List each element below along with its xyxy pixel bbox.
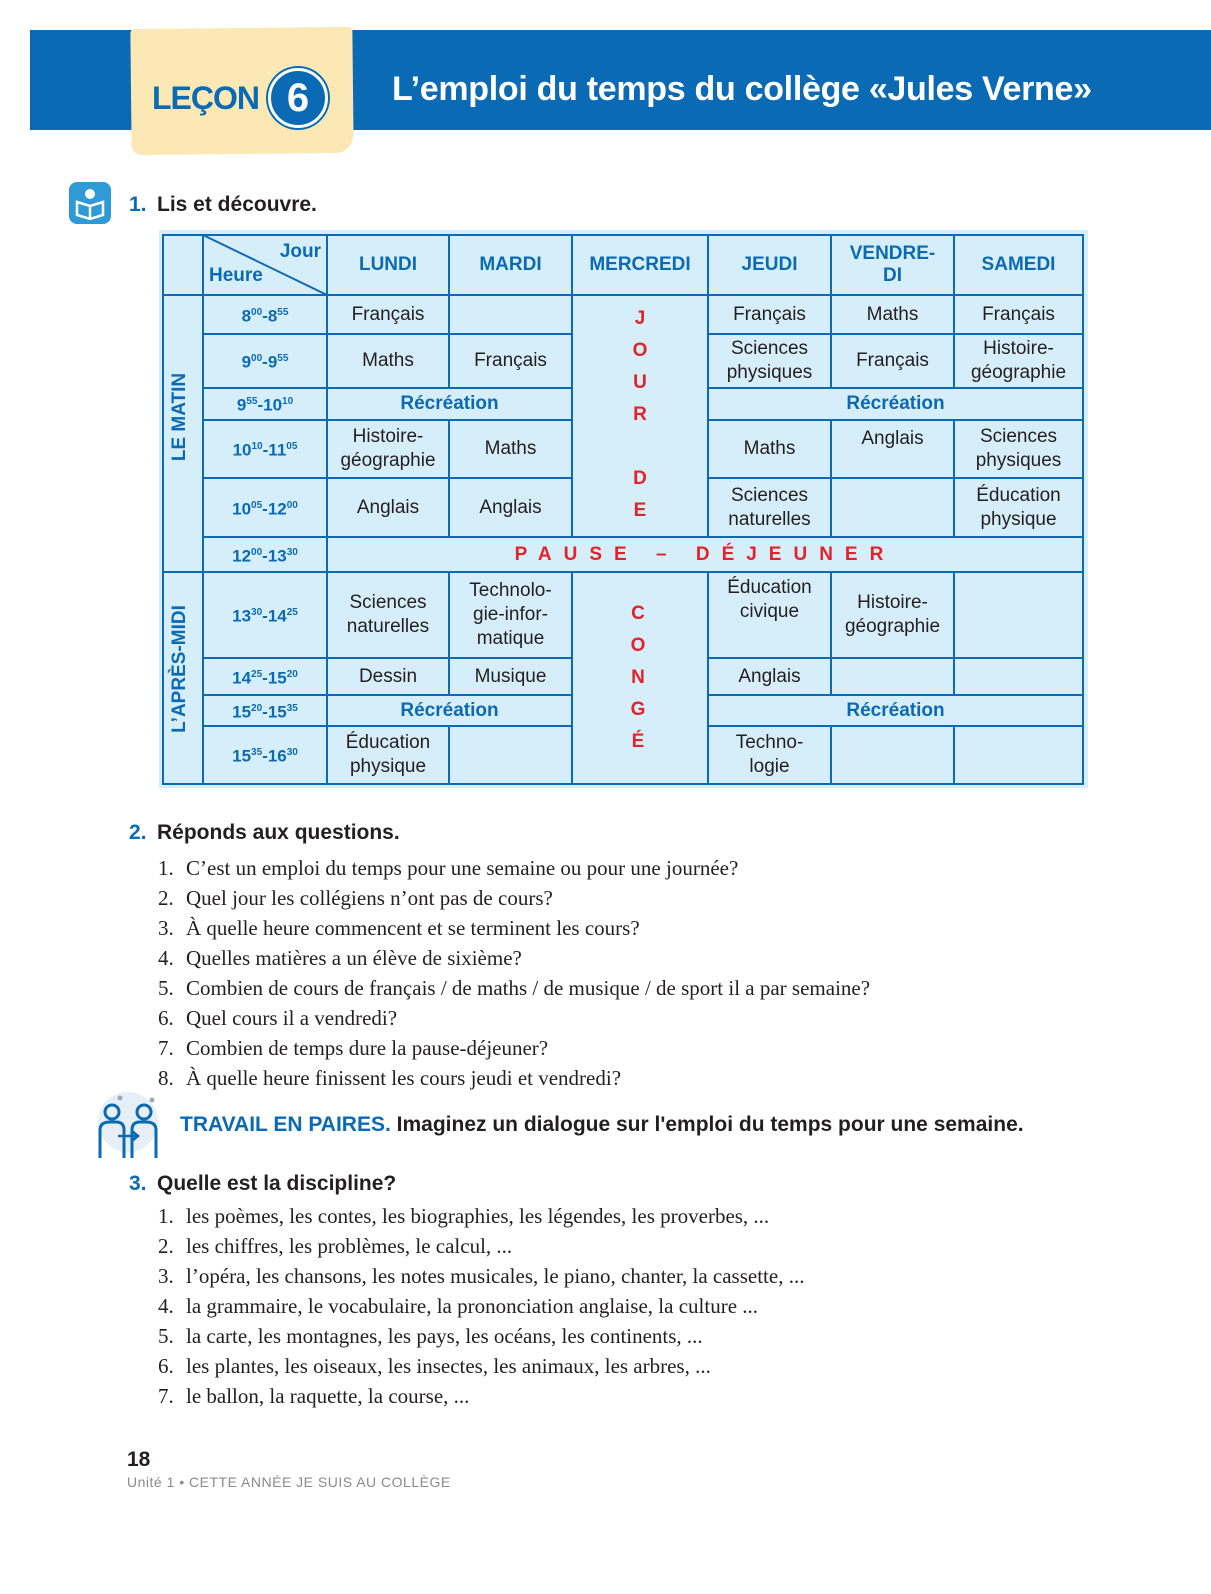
subject-cell: Français: [982, 303, 1055, 325]
corner-label-day: Jour: [279, 241, 321, 262]
subject-cell: Anglais: [861, 428, 924, 449]
day-header-vendredi: VENDRE- DI: [849, 243, 936, 286]
subject-cell: Musique: [474, 665, 547, 687]
day-header-jeudi: JEUDI: [741, 254, 798, 275]
subject-cell: Anglais: [738, 665, 801, 687]
subject-cell: Maths: [362, 350, 414, 371]
list-item: 4. la grammaire, le vocabulaire, la prononciation anglaise, la culture ...: [158, 1294, 759, 1318]
subject-cell: Maths: [743, 438, 796, 459]
subject-cell: [954, 658, 1083, 695]
unit-footer: Unité 1 • CETTE ANNÉE JE SUIS AU COLLÈGE: [127, 1474, 451, 1490]
exercise-1-title: Lis et découvre.: [157, 193, 317, 216]
exercise-2-number: 2.: [129, 821, 147, 844]
list-item: 6. les plantes, les oiseaux, les insectes, les animaux, les arbres, ...: [158, 1354, 711, 1378]
exercise-3-title: Quelle est la discipline?: [157, 1172, 397, 1195]
timetable: [159, 230, 1088, 788]
side-label-morning: LE MATIN: [169, 372, 190, 462]
subject-cell: Technolo- gie-infor- matique: [469, 580, 552, 649]
time-slot: $9^{00}-9^{55}$: [241, 352, 289, 372]
recreation-label: Récréation: [846, 699, 945, 721]
recreation-label: Récréation: [400, 393, 499, 414]
subject-cell: Techno- logie: [735, 732, 804, 777]
subject-cell: Éducation physique: [976, 484, 1061, 530]
time-slot: $15^{20}-15^{35}$: [232, 702, 298, 722]
discipline-list: [158, 1201, 804, 1411]
subject-cell: [954, 726, 1083, 784]
subject-cell: Français: [474, 350, 547, 371]
list-item: 3. À quelle heure commencent et se terminent les cours?: [158, 916, 640, 940]
subject-cell: Maths: [866, 303, 919, 325]
subject-cell: Français: [733, 303, 806, 325]
day-header-samedi: SAMEDI: [981, 254, 1056, 275]
exercise-3-number: 3.: [129, 1172, 147, 1195]
subject-cell: Anglais: [356, 496, 420, 518]
corner-label-hour: Heure: [209, 265, 263, 286]
pair-work-label: TRAVAIL EN PAIRES.: [180, 1113, 391, 1136]
list-item: 7. Combien de temps dure la pause-déjeuner?: [158, 1036, 549, 1060]
list-item: 4. Quelles matières a un élève de sixième?: [158, 946, 522, 970]
page-number: 18: [127, 1448, 151, 1471]
subject-cell: Histoire- géographie: [844, 592, 941, 637]
subject-cell: Éducation civique: [727, 577, 812, 622]
subject-cell: Français: [351, 303, 425, 325]
subject-cell: Sciences physiques: [975, 426, 1062, 471]
subject-cell: Français: [856, 350, 929, 371]
exercise-2-title: Réponds aux questions.: [157, 821, 400, 844]
subject-cell: Éducation physique: [345, 732, 431, 777]
list-item: 6. Quel cours il a vendredi?: [158, 1006, 398, 1030]
subject-cell: Maths: [484, 438, 537, 459]
list-item: 7. le ballon, la raquette, la course, ...: [158, 1384, 470, 1408]
list-item: 5. Combien de cours de français / de maths / de musique / de sport il a par semaine?: [158, 976, 871, 1000]
time-slot: $8^{00}-8^{55}$: [241, 306, 289, 326]
lunch-break-label: PAUSE – DÉJEUNER: [514, 543, 896, 565]
subject-cell: [449, 295, 572, 334]
time-slot: $10^{10}-11^{05}$: [232, 440, 298, 460]
subject-cell: Histoire- géographie: [970, 338, 1067, 383]
list-item: 1. C’est un emploi du temps pour une semaine ou pour une journée?: [158, 856, 739, 880]
list-item: 1. les poèmes, les contes, les biographies, les légendes, les proverbes, ...: [158, 1204, 770, 1228]
time-slot: $13^{30}-14^{25}$: [232, 606, 298, 626]
pair-work-instruction: [180, 1113, 1024, 1137]
subject-cell: [831, 658, 954, 695]
subject-cell: Sciences naturelles: [728, 484, 811, 530]
recreation-label: Récréation: [846, 393, 945, 414]
subject-cell: [831, 726, 954, 784]
subject-cell: Dessin: [358, 665, 418, 687]
subject-cell: Sciences naturelles: [346, 592, 430, 637]
subject-cell: Anglais: [479, 496, 542, 518]
day-header-mardi: MARDI: [479, 254, 542, 275]
list-item: 5. la carte, les montagnes, les pays, les océans, les continents, ...: [158, 1324, 703, 1348]
lesson-label: LEÇON: [152, 80, 259, 116]
list-item: 2. les chiffres, les problèmes, le calcul, ...: [158, 1234, 513, 1258]
list-item: 3. l’opéra, les chansons, les notes musicales, le piano, chanter, la cassette, ...: [158, 1264, 805, 1288]
list-item: 2. Quel jour les collégiens n’ont pas de cours?: [158, 886, 553, 910]
lesson-number-badge: 6: [268, 68, 328, 128]
mercredi-day-off-bottom: C O N G É: [630, 603, 646, 752]
subject-cell: Histoire- géographie: [340, 426, 436, 471]
exercise-1-number: 1.: [129, 193, 147, 216]
page-title: L’emploi du temps du collège «Jules Verne»: [392, 70, 1092, 108]
pair-work-icon: [92, 1092, 164, 1162]
day-header-lundi: LUNDI: [358, 254, 418, 275]
time-slot: $15^{35}-16^{30}$: [232, 746, 298, 766]
time-slot: $10^{05}-12^{00}$: [232, 499, 298, 519]
subject-cell: [831, 478, 954, 537]
subject-cell: Sciences physiques: [726, 338, 813, 383]
side-label-afternoon: L’APRÈS-MIDI: [169, 605, 190, 733]
subject-cell: [449, 726, 572, 784]
time-slot: $14^{25}-15^{20}$: [232, 668, 298, 688]
time-slot: $12^{00}-13^{30}$: [232, 546, 298, 566]
recreation-label: Récréation: [400, 699, 499, 721]
day-header-mercredi: MERCREDI: [589, 254, 691, 275]
pair-work-text: Imaginez un dialogue sur l'emploi du temps pour une semaine.: [396, 1113, 1024, 1136]
subject-cell: [954, 572, 1083, 658]
time-slot: $9^{55}-10^{10}$: [236, 395, 294, 415]
questions-list: [158, 853, 870, 1093]
list-item: 8. À quelle heure finissent les cours jeudi et vendredi?: [158, 1066, 622, 1090]
mercredi-day-off-top: J O U R D E: [632, 308, 648, 521]
reading-icon: [69, 182, 111, 224]
